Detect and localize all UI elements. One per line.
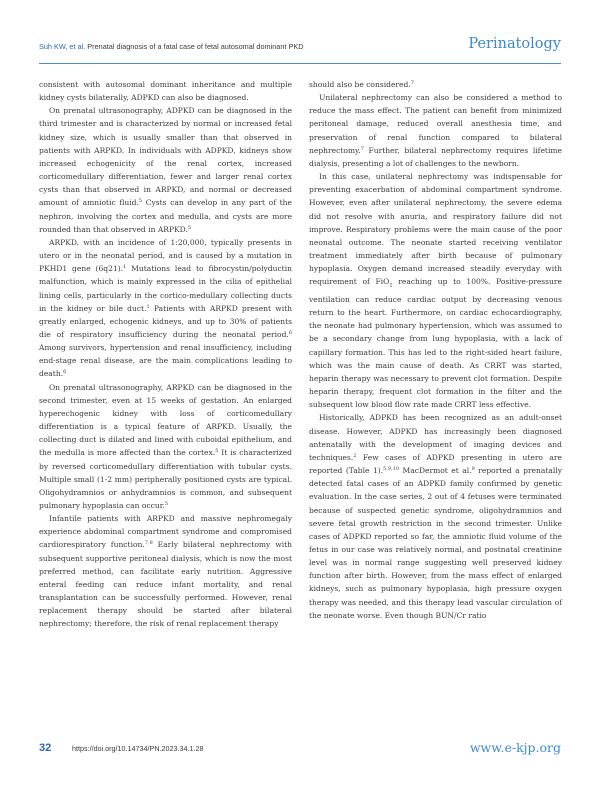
text-run: reaching up to 100%. Positive-pressure ventilation can reduce cardiac output by decreasing venous return to the heart. Furthermore, on cardiac echocardiography, the neonate had pulmonary hypertension, which was assumed to be a secondary change from lung hypoplasia, with a lack of capillary formation. This has led to the right-sided heart failure, which was the main cause of death. As CRRT was started, heparin therapy was necessary to prevent clot formation. Despite heparin therapy, frequent clot formation in the filter and the subsequent low blood flow rate made CRRT less effective.	[309, 277, 562, 410]
citation-superscript: 7,8	[144, 540, 153, 547]
paragraph	[39, 78, 292, 104]
paragraph	[309, 78, 562, 91]
left-column	[39, 78, 292, 631]
text-run: Patients with ARPKD present with greatly enlarged, echogenic kidneys, and up to 30% of patients die of respiratory insufficiency during the neonatal period.	[39, 303, 292, 339]
text-run: Unilateral nephrectomy can also be considered a method to reduce the mass effect. The patient can benefit from minimized peritoneal damage, reduced overall anesthesia time, and preservation of renal function compared to bilateral nephrectomy.	[309, 93, 562, 155]
citation-superscript: 5	[138, 198, 143, 205]
paragraph	[39, 512, 292, 630]
text-run: Further, bilateral nephrectomy requires lifetime dialysis, presenting a lot of challenges to the newborn.	[309, 145, 562, 168]
header-divider	[39, 63, 561, 64]
text-run: Cysts can develop in any part of the nephron, involving the cortex and medulla, and cysts are more rounded than that observed in ARPKD.	[39, 198, 293, 234]
paragraph	[309, 91, 562, 170]
text-run: Early bilateral nephrectomy with subsequent supportive peritoneal dialysis, which is now the most preferred method, can facilitate early nutrition. Aggressive enteral feeding can reduce infant mortality, and renal transplantation can be successfully performed. However, renal replacement therapy should be started after bilateral nephrectomy; therefore, the risk of renal replacement therapy	[39, 540, 292, 629]
citation-superscript: 7	[410, 80, 414, 86]
paragraph	[39, 104, 292, 236]
text-run: consistent with autosomal dominant inheritance and multiple kidney cysts bilaterally, ADPKD can also be diagnosed.	[39, 80, 292, 103]
citation-superscript: 1	[146, 303, 150, 310]
page-header	[39, 38, 561, 60]
citation-superscript: 6	[63, 369, 67, 376]
text-run: Infantile patients with ARPKD and massive nephromegaly experience abdominal compartment syndrome and compromised cardiorespiratory function.	[39, 514, 292, 550]
text-run: Among survivors, hypertension and renal insufficiency, including end-stage renal disease, are the main complications leading to death.	[39, 343, 292, 379]
text-run: Few cases of ADPKD presenting in utero are reported (Table 1).	[309, 452, 562, 476]
text-run: should also be considered.	[309, 80, 411, 89]
citation-superscript: 5	[215, 448, 219, 455]
website-link[interactable]: www.e-kjp.org	[469, 740, 561, 755]
citation-superscript: 1	[123, 264, 127, 271]
paragraph	[39, 236, 292, 381]
text-run: It is characterized by reversed corticomedullary differentiation with tubular cysts. Multiple small (1-2 mm) peripherally positioned cysts are typical. Oligohydramnios or anhydramnios is common, and subsequent pulmonary hypoplasia can occur.	[39, 448, 292, 510]
text-run: In this case, unilateral nephrectomy was indispensable for preventing exacerbation of abdominal compartment syndrome. However, even after unilateral nephrectomy, the severe edema did not resolve with anuria, and respiratory failure did not improve. Respiratory problems were the main cause of the poor neonatal outcome. The neonate started receiving ventilator treatment immediately after birth because of pulmonary hypoplasia. Oxygen demand increased steadily everyday with requirement of FiO	[309, 172, 562, 287]
running-title	[39, 42, 303, 51]
text-run: ARPKD, with an incidence of 1:20,000, typically presents in utero or in the neonatal period, and is caused by a mutation in PKHD1 gene (6q21).	[39, 237, 292, 274]
citation-superscript: 6	[288, 329, 292, 336]
citation-superscript: 5,9,10	[383, 466, 400, 473]
page-number: 32	[39, 742, 52, 754]
text-run: MacDermot et al.	[399, 466, 472, 476]
running-authors: Suh KW, et al.	[39, 42, 86, 51]
paragraph	[309, 411, 562, 622]
text-run: On prenatal ultrasonography, ADPKD can be diagnosed in the third trimester and is characterized by normal or increased fetal kidney size, which is usually smaller than that observed in patients with ARPKD. In individuals with ADPKD, kidneys show increased echogenicity of the renal cortex, increased corticomedullary differentiation, fewer and larger renal cortex cysts than that observed in ARPKD, and normal or decreased amount of amniotic fluid.	[39, 106, 292, 208]
right-column	[309, 78, 562, 622]
citation-superscript: 7	[360, 145, 364, 152]
text-run: Historically, ADPKD has been recognized as an adult-onset disease. However, ADPKD has increasingly been diagnosed antenatally with the development of imaging devices and techniques.	[309, 413, 562, 462]
page-footer	[39, 738, 561, 768]
journal-name: Perinatology	[468, 36, 561, 52]
paragraph	[39, 381, 292, 513]
text-run: Mutations lead to fibrocystin/polyductin malfunction, which is mainly expressed in the cilia of epithelial lining cells, particularly in the cortico-medullary collecting ducts in the kidney or bile duct.	[39, 264, 292, 313]
citation-superscript: 5	[187, 224, 192, 231]
subscript: 2	[389, 282, 393, 289]
paragraph	[309, 170, 562, 411]
citation-superscript: 5	[164, 501, 169, 507]
text-run: reported a prenatally detected fatal cases of an ADPKD family confirmed by genetic evaluation. In the case series, 2 out of 4 fetuses were terminated because of suspected genetic syndrome, oligohydramnios and severe fetal growth restriction in the second trimester. Unlike cases of ADPKD reported so far, the amniotic fluid volume of the fetus in our case was relatively normal, and postnatal creatinine level was in normal range suggesting well preserved kidney function after birth. However, from the mass effect of enlarged kidneys, such as pulmonary hypoplasia, high pressure oxygen therapy was needed, and this therapy lead vascular circulation of the neonate worse. Even though BUN/Cr ratio	[309, 466, 562, 620]
doi-link[interactable]: https://doi.org/10.14734/PN.2023.34.1.28	[72, 744, 204, 753]
citation-superscript: 9	[471, 466, 475, 473]
citation-superscript: 2	[353, 452, 357, 459]
text-run: On prenatal ultrasonography, ARPKD can be diagnosed in the second trimester, even at 15 weeks of gestation. An enlarged hyperechogenic kidney with loss of corticomedullary differentiation is a typical feature of ARPKD. Usually, the collecting duct is dilated and lined with cuboidal epithelium, and the medulla is more affected than the cortex.	[39, 382, 292, 458]
running-title-text: Prenatal diagnosis of a fatal case of fetal autosomal dominant PKD	[87, 42, 304, 51]
